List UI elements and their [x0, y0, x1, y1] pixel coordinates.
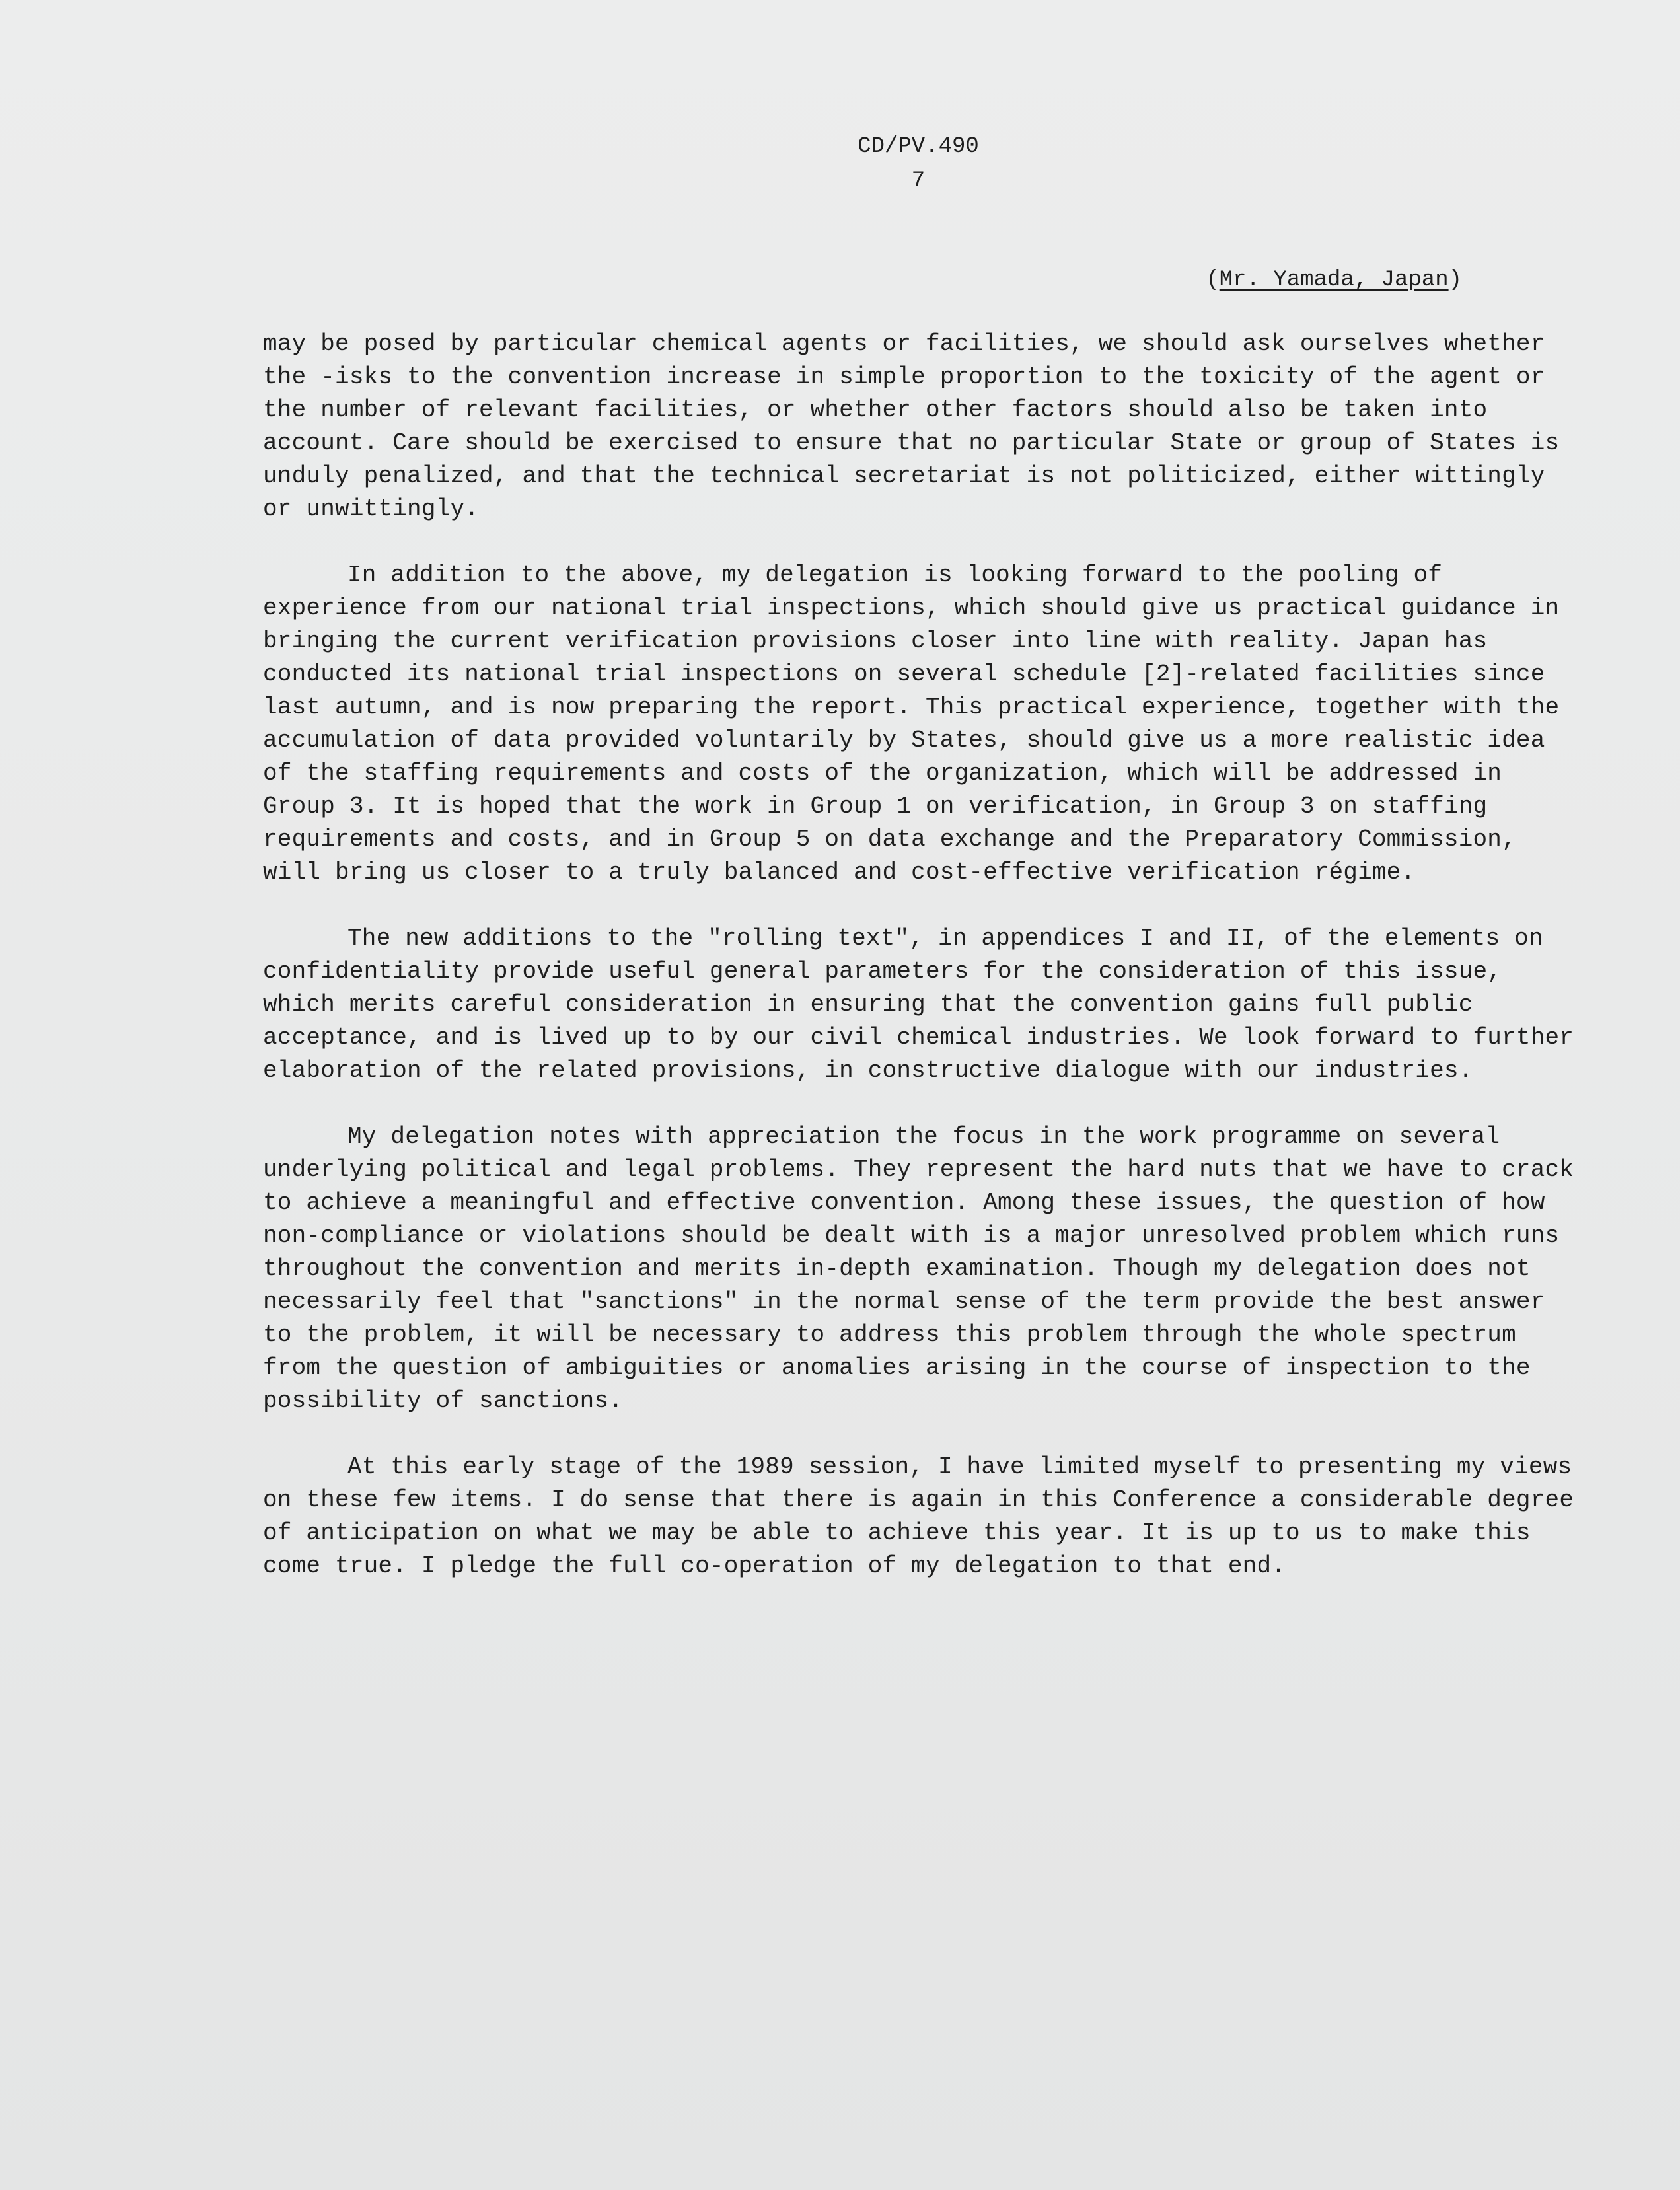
paragraph-3: The new additions to the "rolling text", in appendices I and II, of the elements on confidentiality provide useful general parameters for the consideration of this issue, which merits careful consideration in ensuring that the convention gains full public acceptance, and is lived up to by our civil chemical industries. We look forward to further elaboration of the related provisions, in constructive dialogue with our industries.	[263, 925, 1574, 1084]
paragraph-1: may be posed by particular chemical agents or facilities, we should ask ourselves whether the -isks to the convention increase in simple proportion to the toxicity of the agent or the number of relevant facilities, or whether other factors should also be taken into account. Care should be exercised to ensure that no particular State or group of States is unduly penalized, and that the technical secretariat is not politicized, either wittingly or unwittingly.	[263, 330, 1560, 523]
paragraph-2: In addition to the above, my delegation is looking forward to the pooling of experience from our national trial inspections, which should give us practical guidance in bringing the current verification provisions closer into line with reality. Japan has conducted its national trial inspections on several schedule [2]-related facilities since last autumn, and is now preparing the report. This practical experience, together with the accumulation of data provided voluntarily by States, should give us a more realistic idea of the staffing requirements and costs of the organization, which will be addressed in Group 3. It is hoped that the work in Group 1 on verification, in Group 3 on staffing requirements and costs, and in Group 5 on data exchange and the Preparatory Commission, will bring us closer to a truly balanced and cost-effective verification régime.	[263, 562, 1560, 886]
speaker-name: Mr. Yamada, Japan	[1219, 268, 1449, 293]
paragraph-5: At this early stage of the 1989 session, I have limited myself to presenting my views on these few items. I do sense that there is again in this Conference a considerable degree of anticipation on what we may be able to achieve this year. It is up to us to make this come true. I pledge the full co-operation of my delegation to that end.	[263, 1453, 1574, 1580]
document-symbol: CD/PV.490	[858, 134, 979, 159]
paragraph-4: My delegation notes with appreciation the focus in the work programme on several underlying political and legal problems. They represent the hard nuts that we have to crack to achieve a meaningful and effective convention. Among these issues, the question of how non-compliance or violations should be dealt with is a major unresolved problem which runs throughout the convention and merits in-depth examination. Though my delegation does not necessarily feel that "sanctions" in the normal sense of the term provide the best answer to the problem, it will be necessary to address this problem through the whole spectrum from the question of ambiguities or anomalies arising in the course of inspection to the possibility of sanctions.	[263, 1123, 1574, 1414]
speech-body	[263, 328, 1578, 1616]
page-header	[661, 129, 1176, 198]
speaker-attribution: (Mr. Yamada, Japan)	[1206, 268, 1462, 293]
page-number: 7	[911, 168, 926, 194]
